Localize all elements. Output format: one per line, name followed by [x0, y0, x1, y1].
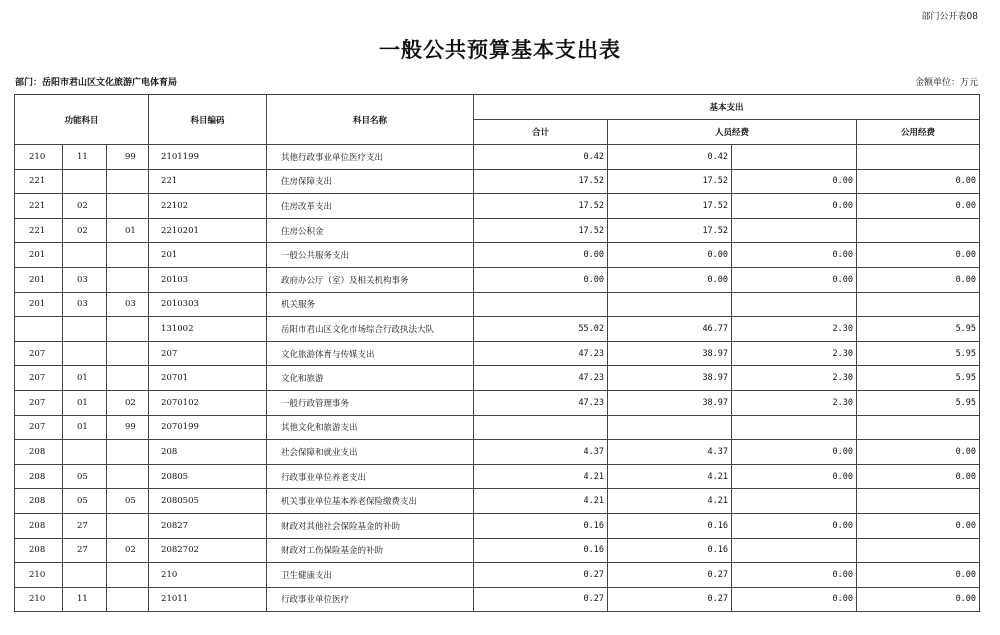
cell-personnel: 0.42: [608, 145, 732, 170]
cell-personnel-extra: [732, 218, 857, 243]
cell-personnel-extra: 0.00: [732, 513, 857, 538]
cell-subject-name: 其他行政事业单位医疗支出: [267, 145, 474, 170]
cell-personnel-extra: [732, 292, 857, 317]
cell-total: 0.27: [474, 587, 608, 612]
cell-total: 17.52: [474, 169, 608, 194]
cell-section: 01: [63, 415, 107, 440]
cell-personnel: 17.52: [608, 218, 732, 243]
cell-item: [107, 194, 149, 219]
cell-subject-name: 文化旅游体育与传媒支出: [267, 341, 474, 366]
cell-item: 02: [107, 390, 149, 415]
header-subject-code: 科目编码: [149, 95, 267, 145]
cell-total: 4.21: [474, 464, 608, 489]
cell-subject-code: 20701: [149, 366, 267, 391]
table-row: [15, 366, 980, 391]
cell-item: [107, 243, 149, 268]
table-row: [15, 513, 980, 538]
cell-subject-name: 一般公共服务支出: [267, 243, 474, 268]
cell-class: 201: [15, 267, 63, 292]
cell-subject-code: 131002: [149, 317, 267, 342]
cell-public: 0.00: [857, 440, 980, 465]
cell-total: 55.02: [474, 317, 608, 342]
cell-item: [107, 563, 149, 588]
cell-section: 03: [63, 292, 107, 317]
cell-class: 210: [15, 587, 63, 612]
cell-subject-name: 住房保障支出: [267, 169, 474, 194]
cell-personnel: 38.97: [608, 341, 732, 366]
cell-public: 0.00: [857, 587, 980, 612]
cell-public: 0.00: [857, 513, 980, 538]
cell-class: 221: [15, 194, 63, 219]
table-row: [15, 169, 980, 194]
table-row: [15, 317, 980, 342]
cell-item: [107, 267, 149, 292]
cell-section: 11: [63, 145, 107, 170]
cell-personnel-extra: 0.00: [732, 243, 857, 268]
cell-item: [107, 341, 149, 366]
cell-subject-code: 208: [149, 440, 267, 465]
cell-personnel-extra: [732, 145, 857, 170]
cell-subject-code: 22102: [149, 194, 267, 219]
table-row: [15, 243, 980, 268]
cell-section: 27: [63, 513, 107, 538]
cell-personnel: 4.21: [608, 489, 732, 514]
table-row: [15, 218, 980, 243]
cell-subject-code: 201: [149, 243, 267, 268]
cell-public: 0.00: [857, 267, 980, 292]
cell-section: [63, 341, 107, 366]
cell-subject-code: 221: [149, 169, 267, 194]
cell-public: 0.00: [857, 169, 980, 194]
table-row: [15, 390, 980, 415]
header-subject-name: 科目名称: [267, 95, 474, 145]
cell-subject-name: 行政事业单位医疗: [267, 587, 474, 612]
cell-personnel-extra: [732, 489, 857, 514]
cell-subject-name: 一般行政管理事务: [267, 390, 474, 415]
cell-total: 4.37: [474, 440, 608, 465]
table-body: [15, 145, 980, 612]
cell-total: 17.52: [474, 194, 608, 219]
cell-class: 221: [15, 169, 63, 194]
cell-personnel-extra: 0.00: [732, 440, 857, 465]
cell-public: 5.95: [857, 317, 980, 342]
amount-unit-label: 金额单位：万元: [914, 78, 978, 88]
cell-class: 201: [15, 243, 63, 268]
cell-total: 0.16: [474, 538, 608, 563]
cell-section: 01: [63, 390, 107, 415]
cell-section: 05: [63, 464, 107, 489]
page-title: 一般公共预算基本支出表: [379, 37, 621, 62]
cell-subject-name: 卫生健康支出: [267, 563, 474, 588]
cell-class: 208: [15, 464, 63, 489]
cell-subject-code: 2082702: [149, 538, 267, 563]
cell-personnel: 0.00: [608, 243, 732, 268]
cell-class: 208: [15, 513, 63, 538]
cell-section: 05: [63, 489, 107, 514]
cell-subject-code: 20827: [149, 513, 267, 538]
header-basic-expense: 基本支出: [474, 95, 980, 120]
cell-public: [857, 489, 980, 514]
cell-total: 47.23: [474, 390, 608, 415]
cell-subject-name: 机关事业单位基本养老保险缴费支出: [267, 489, 474, 514]
cell-class: 207: [15, 366, 63, 391]
cell-section: 02: [63, 218, 107, 243]
cell-subject-code: 20103: [149, 267, 267, 292]
cell-subject-name: 财政对其他社会保险基金的补助: [267, 513, 474, 538]
cell-subject-name: 住房改革支出: [267, 194, 474, 219]
cell-total: 47.23: [474, 366, 608, 391]
cell-item: 99: [107, 415, 149, 440]
cell-item: [107, 513, 149, 538]
cell-personnel-extra: 0.00: [732, 267, 857, 292]
cell-class: 210: [15, 563, 63, 588]
cell-subject-code: 2070199: [149, 415, 267, 440]
table-row: [15, 563, 980, 588]
cell-personnel: 38.97: [608, 366, 732, 391]
cell-personnel-extra: 0.00: [732, 194, 857, 219]
cell-total: 4.21: [474, 489, 608, 514]
cell-class: 210: [15, 145, 63, 170]
cell-subject-code: 20805: [149, 464, 267, 489]
cell-personnel: [608, 292, 732, 317]
table-row: [15, 267, 980, 292]
cell-public: 5.95: [857, 341, 980, 366]
cell-section: 11: [63, 587, 107, 612]
table-number-label: 部门公开表08: [921, 12, 978, 22]
cell-total: 0.16: [474, 513, 608, 538]
cell-public: 0.00: [857, 563, 980, 588]
cell-subject-code: 2210201: [149, 218, 267, 243]
cell-personnel-extra: [732, 538, 857, 563]
cell-subject-name: 文化和旅游: [267, 366, 474, 391]
cell-total: [474, 415, 608, 440]
table-row: [15, 587, 980, 612]
cell-personnel: 4.21: [608, 464, 732, 489]
table-row: [15, 194, 980, 219]
cell-public: [857, 218, 980, 243]
cell-personnel-extra: 2.30: [732, 390, 857, 415]
cell-personnel-extra: 0.00: [732, 563, 857, 588]
cell-personnel-extra: 0.00: [732, 464, 857, 489]
department-label: 部门：岳阳市君山区文化旅游广电体育局: [15, 78, 178, 88]
cell-subject-code: 2080505: [149, 489, 267, 514]
cell-subject-code: 2070102: [149, 390, 267, 415]
cell-public: 0.00: [857, 243, 980, 268]
cell-subject-code: 210: [149, 563, 267, 588]
cell-personnel-extra: 2.30: [732, 317, 857, 342]
cell-personnel-extra: 0.00: [732, 169, 857, 194]
cell-class: 207: [15, 341, 63, 366]
header-row-1: [15, 95, 980, 120]
cell-section: [63, 243, 107, 268]
cell-class: 221: [15, 218, 63, 243]
cell-subject-code: 2101199: [149, 145, 267, 170]
cell-subject-code: 2010303: [149, 292, 267, 317]
cell-personnel: [608, 415, 732, 440]
cell-item: [107, 317, 149, 342]
cell-subject-name: 社会保障和就业支出: [267, 440, 474, 465]
header-function-subject: 功能科目: [15, 95, 149, 145]
cell-total: 17.52: [474, 218, 608, 243]
cell-class: 208: [15, 538, 63, 563]
cell-class: 207: [15, 390, 63, 415]
cell-total: 0.42: [474, 145, 608, 170]
cell-public: 0.00: [857, 194, 980, 219]
cell-total: 47.23: [474, 341, 608, 366]
cell-section: [63, 169, 107, 194]
header-total: 合计: [474, 120, 608, 145]
cell-item: 05: [107, 489, 149, 514]
cell-subject-name: 行政事业单位养老支出: [267, 464, 474, 489]
cell-personnel: 17.52: [608, 194, 732, 219]
cell-section: 01: [63, 366, 107, 391]
cell-personnel: 4.37: [608, 440, 732, 465]
cell-personnel: 0.16: [608, 513, 732, 538]
cell-public: 5.95: [857, 366, 980, 391]
table-row: [15, 538, 980, 563]
cell-section: [63, 317, 107, 342]
cell-class: [15, 317, 63, 342]
cell-personnel: 0.00: [608, 267, 732, 292]
cell-public: [857, 415, 980, 440]
cell-class: 207: [15, 415, 63, 440]
cell-section: 03: [63, 267, 107, 292]
cell-subject-name: 岳阳市君山区文化市场综合行政执法大队: [267, 317, 474, 342]
cell-section: 27: [63, 538, 107, 563]
cell-personnel-extra: 2.30: [732, 366, 857, 391]
cell-personnel-extra: 2.30: [732, 341, 857, 366]
table-row: [15, 440, 980, 465]
cell-item: 01: [107, 218, 149, 243]
table-row: [15, 415, 980, 440]
cell-personnel: 46.77: [608, 317, 732, 342]
header-personnel: 人员经费: [608, 120, 857, 145]
cell-total: 0.00: [474, 243, 608, 268]
cell-public: 5.95: [857, 390, 980, 415]
cell-subject-name: 财政对工伤保险基金的补助: [267, 538, 474, 563]
cell-section: [63, 440, 107, 465]
cell-subject-code: 21011: [149, 587, 267, 612]
cell-section: 02: [63, 194, 107, 219]
cell-item: [107, 169, 149, 194]
header-public: 公用经费: [857, 120, 980, 145]
cell-public: 0.00: [857, 464, 980, 489]
table-row: [15, 145, 980, 170]
cell-item: [107, 464, 149, 489]
cell-item: [107, 587, 149, 612]
cell-class: 208: [15, 440, 63, 465]
cell-item: [107, 366, 149, 391]
cell-subject-code: 207: [149, 341, 267, 366]
cell-item: [107, 440, 149, 465]
table-row: [15, 489, 980, 514]
cell-subject-name: 住房公积金: [267, 218, 474, 243]
cell-public: [857, 538, 980, 563]
cell-item: 02: [107, 538, 149, 563]
cell-section: [63, 563, 107, 588]
cell-class: 208: [15, 489, 63, 514]
cell-personnel-extra: [732, 415, 857, 440]
cell-public: [857, 145, 980, 170]
cell-class: 201: [15, 292, 63, 317]
budget-table: [14, 94, 980, 612]
table-row: [15, 341, 980, 366]
cell-public: [857, 292, 980, 317]
cell-subject-name: 机关服务: [267, 292, 474, 317]
cell-personnel: 38.97: [608, 390, 732, 415]
cell-personnel: 17.52: [608, 169, 732, 194]
table-row: [15, 292, 980, 317]
cell-total: 0.00: [474, 267, 608, 292]
cell-item: 03: [107, 292, 149, 317]
table-row: [15, 464, 980, 489]
cell-personnel: 0.27: [608, 563, 732, 588]
cell-personnel: 0.27: [608, 587, 732, 612]
cell-item: 99: [107, 145, 149, 170]
cell-subject-name: 其他文化和旅游支出: [267, 415, 474, 440]
cell-personnel-extra: 0.00: [732, 587, 857, 612]
cell-total: 0.27: [474, 563, 608, 588]
cell-personnel: 0.16: [608, 538, 732, 563]
cell-subject-name: 政府办公厅（室）及相关机构事务: [267, 267, 474, 292]
cell-total: [474, 292, 608, 317]
